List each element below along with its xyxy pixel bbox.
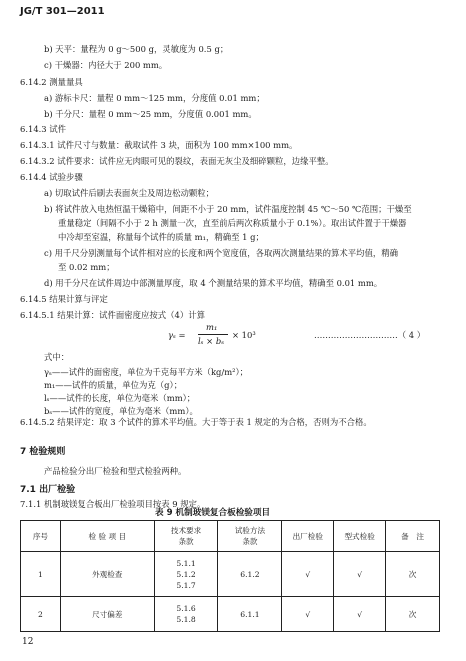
formula: [168, 322, 448, 348]
table-body: [21, 552, 440, 632]
definition-line: lₛ——试件的长度，单位为毫米（mm）；: [44, 393, 196, 403]
text-line: 6.14.3 试件: [20, 124, 67, 134]
definition-line: m₁——试件的质量，单位为克（g）；: [44, 380, 183, 390]
table-header-cell: 型式检验: [334, 521, 386, 552]
text-line: 6.14.4 试验步骤: [20, 172, 83, 182]
inspection-item: 外观检查: [60, 552, 154, 597]
clause-6-14-5-2: 6.14.5.2 结果评定：取 3 个试件的算术平均值。大于等于表 1 规定的为合格，否则为不合格。: [20, 417, 372, 427]
row-number: 2: [21, 597, 61, 632]
text-line: 6.14.5.1 结果计算：试件面密度应按式（4）计算: [20, 310, 205, 320]
section-7-1-title: 7.1 出厂检验: [20, 485, 76, 495]
fraction-bar: [198, 334, 228, 335]
text-line: 重量稳定（间隔不小于 2 h 测量一次，直至前后两次称质量小于 0.1%）。取出试件置于干燥器: [58, 218, 407, 228]
clause-number: 5.1.2: [176, 569, 196, 579]
text-line: a) 切取试件后刷去表面灰尘及周边松动颗粒；: [44, 188, 215, 198]
page-number: 12: [22, 637, 34, 647]
text-line: 6.14.3.1 试件尺寸与数量：截取试件 3 块，面积为 100 mm×100 mm。: [20, 140, 298, 150]
text-line: 中冷却至室温，称量每个试件的质量 m₁，精确至 1 g；: [58, 232, 264, 242]
requirement-clause: [154, 552, 218, 597]
inspection-items-table: [20, 520, 440, 632]
table-header-row: [21, 521, 440, 552]
test-method-clause: 6.1.1: [218, 597, 282, 632]
inspection-item: 尺寸偏差: [60, 597, 154, 632]
clause-number: 5.1.6: [176, 604, 196, 613]
table-header-cell: 出厂检验: [282, 521, 334, 552]
section-7-title: 7 检验规则: [20, 447, 66, 457]
table-row: [21, 552, 440, 597]
section-7-1-1: 7.1.1 机制玻镁复合板出厂检验项目按表 9 规定。: [20, 499, 206, 509]
remark: 次: [386, 597, 440, 632]
test-method-clause: 6.1.2: [218, 552, 282, 597]
formula-multiplier: × 10³: [232, 330, 256, 340]
table-row: [21, 597, 440, 632]
table-header-cell: 技术要求 条款: [154, 521, 218, 552]
text-line: c) 用千尺分别测量每个试件相对应的长度和两个宽度值，各取两次测量结果的算术平均值，精确: [44, 248, 398, 258]
row-number: 1: [21, 552, 61, 597]
definition-line: bₛ——试件的宽度，单位为毫米（mm）。: [44, 406, 198, 416]
text-line: 至 0.02 mm；: [58, 262, 115, 272]
table-header-cell: 序号: [21, 521, 61, 552]
section-7-text: 产品检验分出厂检验和型式检验两种。: [44, 466, 187, 476]
text-line: d) 用千分尺在试件周边中部测量厚度，取 4 个测量结果的算术平均值，精确至 0.01 mm。: [44, 278, 383, 288]
text-line: a) 游标卡尺：量程 0 mm～125 mm，分度值 0.01 mm；: [44, 93, 265, 103]
factory-inspection-mark: √: [282, 552, 334, 597]
factory-inspection-mark: √: [282, 597, 334, 632]
remark: 次: [386, 552, 440, 597]
formula-numerator: m₁: [206, 322, 218, 332]
text-line: 6.14.3.2 试件要求：试件应无肉眼可见的裂纹，表面无灰尘及细碎颗粒，边缘平整。: [20, 156, 334, 166]
formula-number: …………………………（ 4 ）: [314, 330, 426, 340]
table-header-cell: 试验方法 条款: [218, 521, 282, 552]
table-header-cell: 备 注: [386, 521, 440, 552]
type-inspection-mark: √: [334, 597, 386, 632]
table-caption: 表 9 机制玻镁复合板检验项目: [155, 508, 271, 518]
clause-number: 5.1.8: [176, 615, 196, 624]
table-header-cell: 检 验 项 目: [60, 521, 154, 552]
text-line: b) 千分尺：量程 0 mm～25 mm，分度值 0.001 mm。: [44, 109, 257, 119]
text-line: 6.14.2 测量量具: [20, 77, 83, 87]
formula-lhs: γₛ =: [168, 330, 186, 340]
text-line: b) 天平：量程为 0 g～500 g，灵敏度为 0.5 g；: [44, 44, 229, 54]
text-line: c) 干燥器：内径大于 200 mm。: [44, 60, 168, 70]
requirement-clause: [154, 597, 218, 632]
definition-line: γₛ——试件的面密度，单位为千克每平方米（kg/m²）；: [44, 367, 249, 377]
text-line: 6.14.5 结果计算与评定: [20, 294, 108, 304]
standard-header: JG/T 301—2011: [20, 6, 105, 17]
type-inspection-mark: √: [334, 552, 386, 597]
clause-number: 5.1.7: [176, 580, 196, 590]
text-line: b) 将试件放入电热恒温干燥箱中，间距不小于 20 mm，试件温度控制 45 ℃～50 ℃范围；干燥至: [44, 204, 412, 214]
where-title: 式中：: [44, 352, 70, 362]
formula-denominator: lₛ × bₛ: [198, 336, 225, 346]
clause-number: 5.1.1: [176, 558, 196, 568]
